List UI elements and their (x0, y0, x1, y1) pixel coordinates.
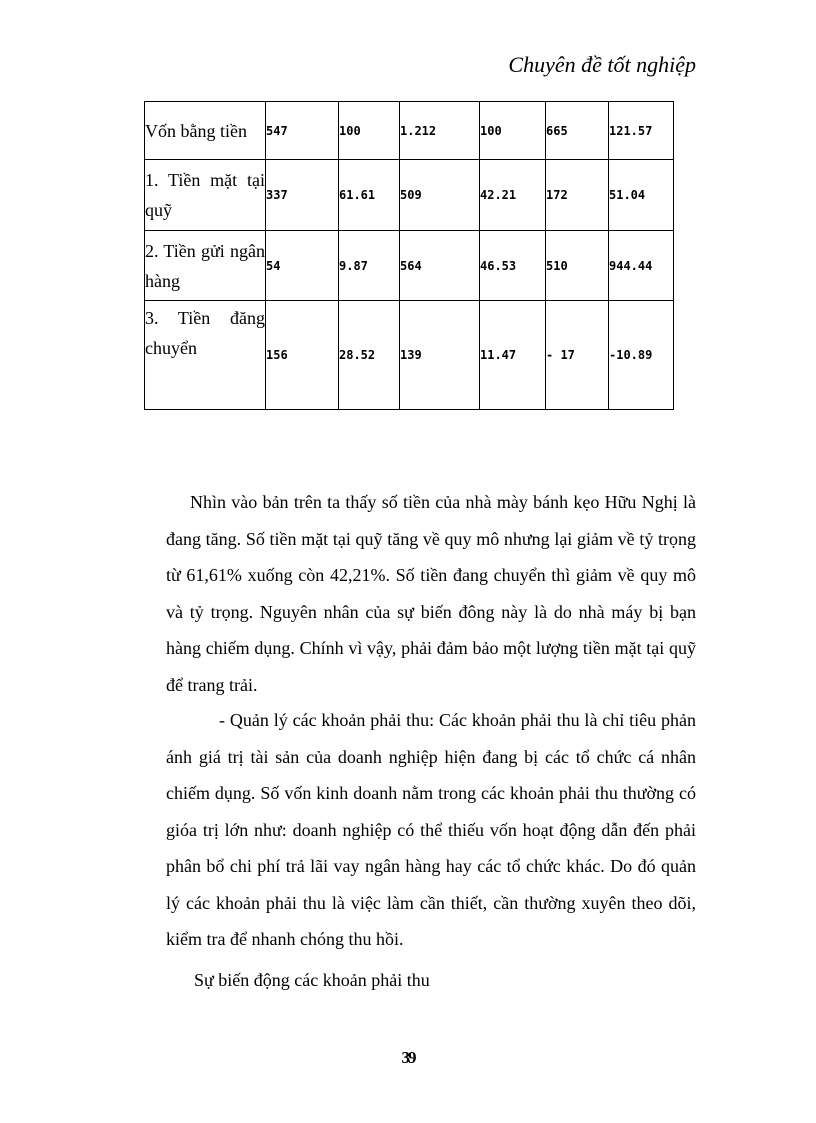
table-cell: 61.61 (339, 160, 400, 231)
body-paragraph: Nhìn vào bản trên ta thấy số tiền của nhà mày bánh kẹo Hữu Nghị là đang tăng. Số tiền mặt tại quỹ tăng về quy mô nhưng lại giảm về tỷ trọng từ 61,61% xuống còn 42,21%. Số tiền đang chuyển thì giảm về quy mô và tỷ trọng. Nguyên nhân của sự biến đông này là do nhà máy bị bạn hàng chiếm dụng. Chính vì vậy, phải đảm bảo một lượng tiền mặt tại quỹ để trang trải. (166, 492, 696, 695)
table-cell: 9.87 (339, 231, 400, 301)
table-cell: 42.21 (480, 160, 546, 231)
table-cell: 547 (266, 102, 339, 160)
section-heading: Sự biến động các khoản phải thu (194, 970, 430, 990)
table-cell: 172 (546, 160, 609, 231)
table-cell: 665 (546, 102, 609, 160)
table-cell: 54 (266, 231, 339, 301)
table-cell: 1.212 (400, 102, 480, 160)
table-cell: 564 (400, 231, 480, 301)
table-cell: 46.53 (480, 231, 546, 301)
body-paragraph: - Quản lý các khoản phải thu: Các khoản phải thu là chỉ tiêu phản ánh giá trị tài sản của doanh nghiệp hiện đang bị các tổ chức cá nhân chiếm dụng. Số vốn kinh doanh nằm trong các khoản phải thu thường có gióa trị lớn như: doanh nghiệp có thể thiếu vốn hoạt động dẫn đến phải phân bổ chi phí trả lãi vay ngân hàng hay các tổ chức khác. Do đó quản lý các khoản phải thu là việc làm cần thiết, cần thường xuyên theo dõi, kiểm tra để nhanh chóng thu hồi. (166, 710, 696, 949)
row-label: 2. Tiền gửi ngân hàng (145, 231, 266, 301)
page-number: 39 (401, 1048, 415, 1067)
table-cell: 121.57 (609, 102, 674, 160)
row-label: Vốn bằng tiền (145, 102, 266, 160)
table-cell: 11.47 (480, 301, 546, 410)
table-cell: 509 (400, 160, 480, 231)
table-cell: -10.89 (609, 301, 674, 410)
table-cell: 28.52 (339, 301, 400, 410)
page-header-title: Chuyên đề tốt nghiệp (508, 52, 696, 77)
table-cell: 100 (339, 102, 400, 160)
row-label: 1. Tiền mặt tại quỹ (145, 160, 266, 231)
table-cell: 156 (266, 301, 339, 410)
table-row (145, 231, 674, 301)
table-cell: 944.44 (609, 231, 674, 301)
table-cell: - 17 (546, 301, 609, 410)
table-cell: 337 (266, 160, 339, 231)
table-cell: 139 (400, 301, 480, 410)
cash-capital-table (144, 101, 674, 410)
table-row (145, 160, 674, 231)
table-cell: 51.04 (609, 160, 674, 231)
table-row (145, 301, 674, 410)
table-cell: 100 (480, 102, 546, 160)
table-cell: 510 (546, 231, 609, 301)
row-label: 3. Tiền đăng chuyển (145, 301, 266, 410)
table-row (145, 102, 674, 160)
